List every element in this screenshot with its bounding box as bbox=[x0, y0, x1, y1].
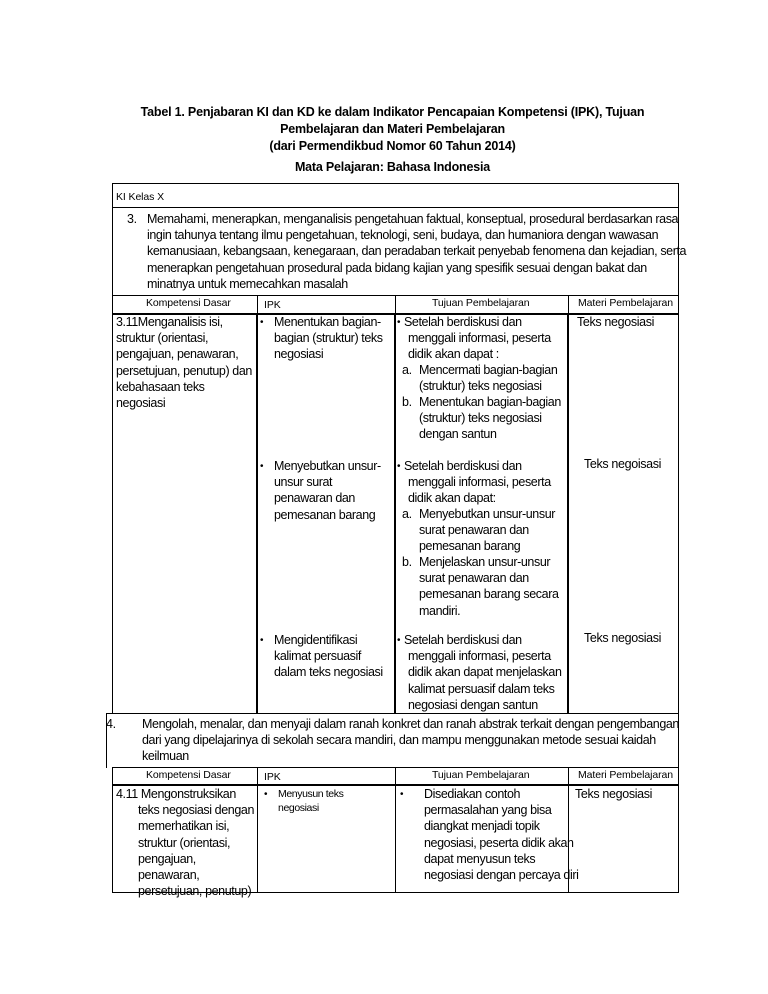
tujuan-1-intro-line-3: didik akan dapat : bbox=[408, 347, 499, 362]
col-sep-2 bbox=[394, 313, 396, 713]
tujuan-2-a-line-1: Menyebutkan unsur-unsur bbox=[419, 507, 556, 521]
col-sep-3-upper bbox=[568, 295, 569, 314]
tujuan-2-intro-line-3: didik akan dapat: bbox=[408, 491, 496, 506]
header-tujuan-2: Tujuan Pembelajaran bbox=[432, 769, 530, 781]
tujuan-2-b-line-2: surat penawaran dan bbox=[419, 571, 529, 586]
kd-4-11-line-2: teks negosiasi dengan bbox=[138, 803, 254, 818]
tujuan-1-b-label: b. bbox=[402, 395, 412, 409]
subject-heading: Mata Pelajaran: Bahasa Indonesia bbox=[294, 160, 491, 174]
ipk-2 bbox=[274, 458, 381, 523]
tujuan-4-line-4: negosiasi, peserta didik akan bbox=[424, 835, 574, 850]
kd-3-11-line-1: 3.11Menganalisis isi, bbox=[116, 315, 223, 329]
tujuan-2-b-line-3: pemesanan barang secara bbox=[419, 587, 559, 602]
tujuan-2-b-line-4: mandiri. bbox=[419, 603, 461, 618]
tujuan-4-line-5: dapat menyusun teks bbox=[424, 851, 536, 866]
tujuan-4-line-3: diangkat menjadi topik bbox=[424, 819, 540, 834]
kd-3-11 bbox=[116, 314, 252, 411]
kd-4-11-line-7: persetujuan, penutup) bbox=[138, 884, 252, 899]
tujuan-1-b-line-3: dengan santun bbox=[419, 427, 497, 442]
tujuan-1-intro-line-2: menggali informasi, peserta bbox=[408, 331, 551, 346]
border-top bbox=[112, 183, 678, 184]
tujuan-2-a bbox=[419, 506, 555, 555]
ki4-text bbox=[142, 716, 679, 765]
ipk-1-line-3: negosiasi bbox=[274, 347, 324, 362]
ki3-number: 3. bbox=[127, 212, 137, 226]
tujuan-4-bullet: • bbox=[400, 789, 404, 800]
tujuan-2-a-line-2: surat penawaran dan bbox=[419, 523, 529, 538]
ipk-1-bullet: • bbox=[260, 317, 264, 328]
header-materi-2: Materi Pembelajaran bbox=[578, 769, 673, 781]
header-tujuan: Tujuan Pembelajaran bbox=[432, 297, 530, 309]
tujuan-2-a-line-3: pemesanan barang bbox=[419, 539, 521, 554]
tujuan-1-a-line-1: Mencermati bagian-bagian bbox=[419, 363, 558, 377]
col-sep-2-upper bbox=[395, 295, 396, 314]
kd-3-11-line-5: kebahasaan teks bbox=[116, 379, 205, 394]
kd-3-11-line-6: negosiasi bbox=[116, 396, 166, 411]
border-ki-kelas bbox=[112, 207, 678, 208]
border-left-bottom bbox=[112, 767, 113, 893]
tujuan-4-line-1: Disediakan contoh bbox=[424, 787, 521, 801]
tujuan-1-intro-line-1: Setelah berdiskusi dan bbox=[404, 315, 522, 329]
ipk-3-bullet: • bbox=[260, 635, 264, 646]
kd-4-11-line-6: penawaran, bbox=[138, 868, 200, 883]
kd-4-11-line-1: 4.11 Mengonstruksikan bbox=[116, 787, 236, 801]
tujuan-1-bullet: • bbox=[397, 317, 401, 328]
kd-4-11 bbox=[116, 786, 254, 899]
ipk-3-line-1: Mengidentifikasi bbox=[274, 633, 358, 647]
ki4-number: 4. bbox=[106, 717, 116, 731]
border-left-upper bbox=[112, 183, 113, 714]
ipk-2-line-2: unsur surat bbox=[274, 475, 333, 490]
header-materi: Materi Pembelajaran bbox=[578, 297, 673, 309]
tujuan-3-bullet: • bbox=[397, 635, 401, 646]
tujuan-1-b bbox=[419, 394, 561, 443]
tujuan-2-intro-line-2: menggali informasi, peserta bbox=[408, 475, 551, 490]
ki3-line-4: menerapkan pengetahuan prosedural pada bidang kajian yang spesifik sesuai dengan bakat dan bbox=[147, 260, 647, 275]
ipk-2-line-4: pemesanan barang bbox=[274, 507, 376, 522]
kd-3-11-line-3: pengajuan, penawaran, bbox=[116, 347, 239, 362]
tujuan-3-line-1: Setelah berdiskusi dan bbox=[404, 633, 522, 647]
ki4-line-2: dari yang dipelajarinya di sekolah secara mandiri, dan mampu menggunakan metode sesuai kaidah bbox=[142, 733, 656, 748]
tujuan-1-intro bbox=[404, 314, 551, 363]
ipk-3-line-2: kalimat persuasif bbox=[274, 649, 361, 664]
ki4-line-3: keilmuan bbox=[142, 749, 189, 764]
ipk-1-line-1: Menentukan bagian- bbox=[274, 315, 381, 329]
competency-table bbox=[106, 183, 687, 899]
ipk-3-line-3: dalam teks negosiasi bbox=[274, 665, 383, 680]
tujuan-1-a bbox=[419, 362, 557, 394]
materi-4: Teks negosiasi bbox=[575, 787, 653, 801]
tujuan-4-line-2: permasalahan yang bisa bbox=[424, 803, 552, 818]
ki3-line-5: minatnya untuk memecahkan masalah bbox=[147, 276, 348, 291]
ipk-2-line-1: Menyebutkan unsur- bbox=[274, 459, 381, 473]
tujuan-1-b-line-2: (struktur) teks negosiasi bbox=[419, 411, 542, 426]
ki3-text bbox=[147, 211, 686, 292]
ipk-4-bullet: • bbox=[264, 789, 268, 800]
col-sep-1-upper bbox=[257, 295, 258, 314]
ki-kelas-label: KI Kelas X bbox=[116, 191, 165, 203]
tujuan-3-line-2: menggali informasi, peserta bbox=[408, 649, 551, 664]
ipk-4 bbox=[278, 787, 343, 815]
ipk-1-line-2: bagian (struktur) teks bbox=[274, 331, 383, 346]
header-kompetensi-dasar-2: Kompetensi Dasar bbox=[146, 769, 231, 781]
col-sep-3 bbox=[567, 313, 569, 713]
caption-line-2: Pembelajaran dan Materi Pembelajaran bbox=[280, 122, 505, 136]
tujuan-2-b-label: b. bbox=[402, 555, 412, 569]
tujuan-2-a-label: a. bbox=[402, 507, 412, 521]
header-ipk-2: IPK bbox=[264, 771, 281, 783]
tujuan-2-intro bbox=[404, 458, 551, 507]
materi-1: Teks negosiasi bbox=[577, 315, 655, 329]
ipk-4-line-2: negosiasi bbox=[278, 802, 319, 814]
ipk-2-line-3: penawaran dan bbox=[274, 491, 355, 506]
col-sep-1-lower bbox=[257, 767, 258, 893]
kd-3-11-line-2: struktur (orientasi, bbox=[116, 331, 209, 346]
tujuan-2-b bbox=[419, 554, 559, 619]
tujuan-2-intro-line-1: Setelah berdiskusi dan bbox=[404, 459, 522, 473]
kd-4-11-line-4: struktur (orientasi, bbox=[138, 835, 231, 850]
col-sep-1 bbox=[256, 313, 258, 713]
ki3-line-3: kemanusiaan, kebangsaan, kenegaraan, dan peradaban terkait penyebab fenomena dan kejadian, serta bbox=[147, 244, 687, 259]
tujuan-4 bbox=[424, 786, 578, 883]
kd-3-11-line-4: persetujuan, penutup) dan bbox=[116, 363, 252, 378]
tujuan-1-a-line-2: (struktur) teks negosiasi bbox=[419, 379, 542, 394]
ipk-3 bbox=[274, 632, 383, 681]
ki3-line-2: ingin tahunya tentang ilmu pengetahuan, teknologi, seni, budaya, dan humaniora dengan wawasan bbox=[147, 228, 659, 243]
tujuan-2-bullet: • bbox=[397, 461, 401, 472]
ki3-line-1: Memahami, menerapkan, menganalisis pengetahuan faktual, konseptual, prosedural berdasarkan rasa bbox=[147, 212, 679, 226]
ipk-4-line-1: Menyusun teks bbox=[278, 788, 344, 800]
tujuan-1-b-line-1: Menentukan bagian-bagian bbox=[419, 395, 561, 409]
ki4-line-1: Mengolah, menalar, dan menyaji dalam ranah konkret dan ranah abstrak terkait dengan pengembangan bbox=[142, 717, 679, 731]
tujuan-3-line-5: negosiasi dengan santun bbox=[408, 697, 538, 712]
border-ki4-top bbox=[106, 713, 678, 714]
tujuan-3-intro bbox=[404, 632, 562, 713]
ipk-1 bbox=[274, 314, 383, 363]
kd-4-11-line-5: pengajuan, bbox=[138, 851, 196, 866]
caption-line-1: Tabel 1. Penjabaran KI dan KD ke dalam Indikator Pencapaian Kompetensi (IPK), Tujuan bbox=[140, 105, 645, 119]
kd-4-11-line-3: memerhatikan isi, bbox=[138, 819, 230, 834]
col-sep-2-lower bbox=[395, 767, 396, 893]
materi-2: Teks negoisasi bbox=[584, 457, 662, 471]
header-ipk: IPK bbox=[264, 299, 281, 311]
tujuan-1-a-label: a. bbox=[402, 363, 412, 377]
tujuan-3-line-3: didik akan dapat menjelaskan bbox=[408, 665, 562, 680]
table-caption bbox=[110, 104, 675, 155]
tujuan-3-line-4: kalimat persuasif dalam teks bbox=[408, 681, 555, 696]
materi-3: Teks negosiasi bbox=[584, 631, 662, 645]
ipk-2-bullet: • bbox=[260, 461, 264, 472]
tujuan-2-b-line-1: Menjelaskan unsur-unsur bbox=[419, 555, 551, 569]
caption-line-3: (dari Permendikbud Nomor 60 Tahun 2014) bbox=[269, 139, 516, 153]
header-kompetensi-dasar: Kompetensi Dasar bbox=[146, 297, 231, 309]
tujuan-4-line-6: negosiasi dengan percaya diri bbox=[424, 868, 579, 883]
